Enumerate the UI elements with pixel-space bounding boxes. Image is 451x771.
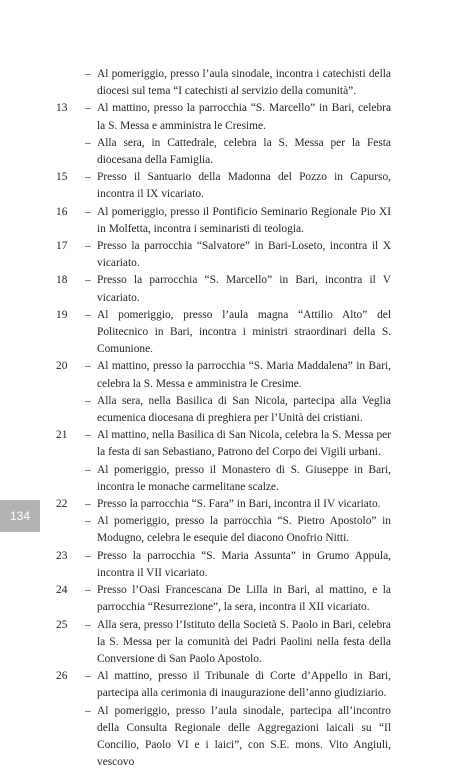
entry-text: Presso la parrocchia “S. Fara” in Bari, incontra il IV vicariato.	[97, 498, 381, 511]
entry-dash: –	[85, 360, 91, 373]
entry-day: 17	[56, 240, 68, 253]
entry-text: Presso la parrocchia “Salvatore” in Bari-Loseto, incontra il X vicariato.	[97, 240, 391, 270]
entry	[56, 307, 391, 359]
entry	[56, 135, 391, 169]
entry-dash: –	[85, 584, 91, 597]
entry	[56, 582, 391, 616]
entry-text: Presso l’Oasi Francescana De Lilla in Bari, al mattino, e la parrocchia “Resurrezione”, la sera, incontra il XII vicariato.	[97, 584, 391, 614]
entry-day: 25	[56, 618, 68, 631]
entry-dash: –	[85, 205, 91, 218]
entry-day: 21	[56, 429, 68, 442]
entry	[56, 238, 391, 272]
entry-dash: –	[85, 670, 91, 683]
entry-dash: –	[85, 429, 91, 442]
entry-dash: –	[85, 274, 91, 287]
entry-day: 16	[56, 205, 68, 218]
chronicle-entries	[56, 66, 391, 771]
entry	[56, 548, 391, 582]
entry-dash: –	[85, 618, 91, 631]
entry-dash: –	[85, 308, 91, 321]
entry-text: Presso la parrocchia “S. Maria Assunta” in Grumo Appula, incontra il VII vicariato.	[97, 549, 391, 579]
entry	[56, 169, 391, 203]
entry	[56, 703, 391, 771]
entry-dash: –	[85, 68, 91, 80]
entry-text: Al pomeriggio, presso il Pontificio Seminario Regionale Pio XI in Molfetta, incontra i seminaristi di teologia.	[97, 205, 391, 235]
entry-text: Al mattino, nella Basilica di San Nicola, celebra la S. Messa per la festa di san Sebastiano, Patrono del Corpo dei Vigili urbani.	[97, 429, 391, 459]
page-number: 134	[9, 509, 31, 523]
entry-day: 20	[56, 360, 68, 373]
entry-text: Al pomeriggio, presso l’aula sinodale, partecipa all’incontro della Consulta Regionale delle Aggregazioni laicali su “Il Concilio, Paolo VI e i laici”, con S.E. mons. Vito Angiuli, vescovo	[97, 704, 391, 769]
entry-text: Al mattino, presso la parrocchia “S. Marcello” in Bari, celebra la S. Messa e amministra le Cresime.	[97, 102, 391, 132]
entry-day: 22	[56, 498, 68, 511]
entry-text: Alla sera, presso l’Istituto della Società S. Paolo in Bari, celebra la S. Messa per la comunità dei Padri Paolini nella festa della Conversione di San Paolo Apostolo.	[97, 618, 391, 665]
entry-dash: –	[85, 498, 91, 511]
entry-day: 18	[56, 274, 68, 287]
entry	[56, 462, 391, 496]
entry-day: 24	[56, 584, 68, 597]
entry	[56, 100, 391, 134]
entry-day: 19	[56, 308, 68, 321]
entry-day: 26	[56, 670, 68, 683]
entry	[56, 513, 391, 547]
entry-dash: –	[85, 102, 91, 115]
entry-text: Al pomeriggio, presso l’aula sinodale, incontra i catechisti della diocesi sul tema “I catechisti al servizio della comunità”.	[97, 68, 391, 98]
entry	[56, 358, 391, 392]
entry-text: Al pomeriggio, presso la parrocchia “S. Pietro Apostolo” in Modugno, celebra le esequie del diacono Onofrio Nitti.	[97, 515, 391, 545]
entry-dash: –	[85, 549, 91, 562]
entry-dash: –	[85, 704, 91, 717]
entry-dash: –	[85, 136, 91, 149]
page-number-tab	[0, 500, 40, 532]
entry-dash: –	[85, 394, 91, 407]
entry	[56, 427, 391, 461]
entry-dash: –	[85, 171, 91, 184]
entry-text: Presso il Santuario della Madonna del Pozzo in Capurso, incontra il IX vicariato.	[97, 171, 391, 201]
entry	[56, 496, 391, 513]
entry	[56, 668, 391, 702]
entry-text: Al mattino, presso la parrocchia “S. Maria Maddalena” in Bari, celebra la S. Messa e amministra le Cresime.	[97, 360, 391, 390]
entry	[56, 617, 391, 669]
entry-day: 15	[56, 171, 68, 184]
entry	[56, 66, 391, 100]
entry-day: 23	[56, 549, 68, 562]
entry-text: Al mattino, presso il Tribunale di Corte d’Appello in Bari, partecipa alla cerimonia di inaugurazione dell’anno giudiziario.	[97, 670, 391, 700]
entry-dash: –	[85, 515, 91, 528]
entry	[56, 272, 391, 306]
entry	[56, 204, 391, 238]
entry-day: 13	[56, 102, 68, 115]
entry-text: Presso la parrocchia “S. Marcello” in Bari, incontra il V vicariato.	[97, 274, 391, 304]
entry-text: Alla sera, nella Basilica di San Nicola, partecipa alla Veglia ecumenica diocesana di preghiera per l’Unità dei cristiani.	[97, 394, 391, 425]
entry	[56, 393, 391, 427]
entry-text: Al pomeriggio, presso il Monastero di S. Giuseppe in Bari, incontra le monache carmelitane scalze.	[97, 463, 391, 493]
entry-dash: –	[85, 240, 91, 253]
entry-text: Al pomeriggio, presso l’aula magna “Attilio Alto” del Politecnico in Bari, incontra i ministri straordinari della S. Comunione.	[97, 308, 391, 356]
entry-text: Alla sera, in Cattedrale, celebra la S. Messa per la Festa diocesana della Famiglia.	[97, 136, 391, 167]
entry-dash: –	[85, 463, 91, 476]
